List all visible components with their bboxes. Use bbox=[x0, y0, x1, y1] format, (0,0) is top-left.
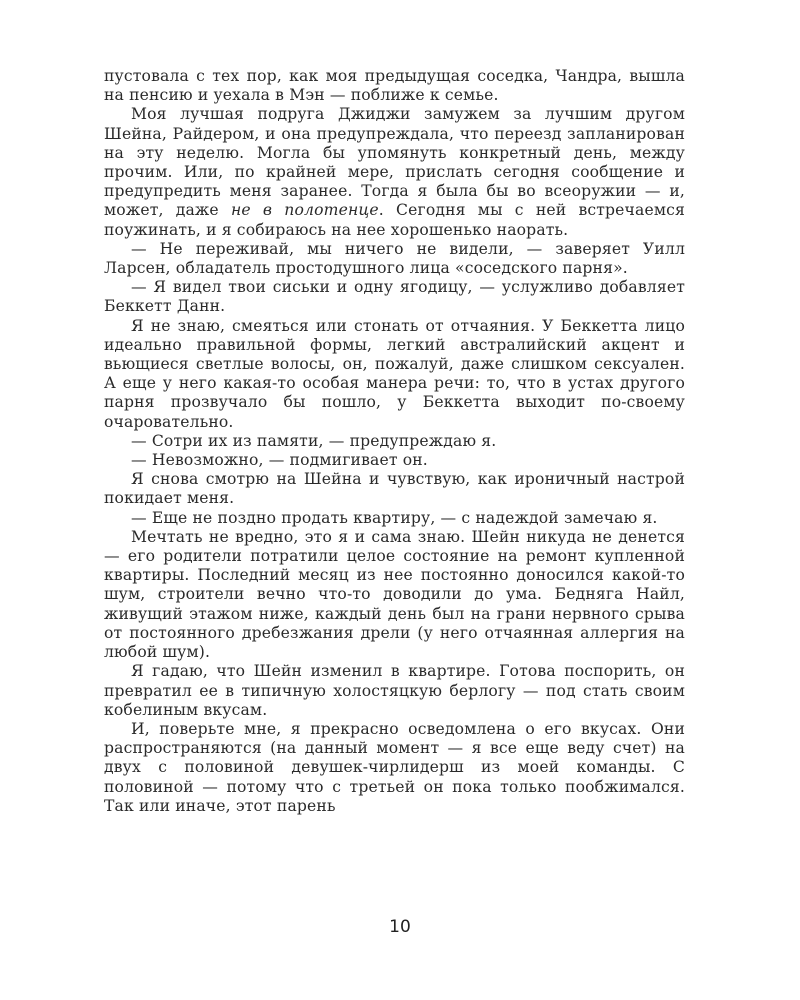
page-body bbox=[104, 67, 685, 816]
paragraph-7: — Невозможно, — подмигивает он. bbox=[131, 451, 428, 470]
paragraph-2-text: Моя лучшая подруга Джиджи замужем за лучшим другом Шейна, Райдером, и она предупреждала, что переезд запланирован на эту неделю. Могла бы упомянуть конкретный день, между прочим. Или, по крайней мере, прислать сегодня сообщение и предупредить меня заранее. Тогда я была бы во всеоружии — и, может, даже bbox=[104, 105, 685, 220]
paragraph-2-italic: не в полотенце bbox=[230, 201, 379, 220]
paragraph-1: пустовала с тех пор, как моя предыдущая соседка, Чандра, вышла на пенсию и уехала в Мэн — поближе к семье. bbox=[104, 67, 685, 105]
paragraph-5: Я не знаю, смеяться или стонать от отчаяния. У Беккетта лицо идеально правильной формы, легкий австралийский акцент и вьющиеся светлые волосы, он, пожалуй, даже слишком сексуален. А еще у него какая-то особая манера речи: то, что в устах другого парня прозвучало бы пошло, у Беккетта выходит по-своему очаровательно. bbox=[104, 316, 685, 431]
paragraph-2-text-end: . Сегодня мы с ней встречаемся поужинать, и я собираюсь на нее хорошенько наорать. bbox=[104, 201, 685, 239]
paragraph-12: И, поверьте мне, я прекрасно осведомлена о его вкусах. Они распространяются (на данный момент — я все еще веду счет) на двух с половиной девушек-чирлидерш из моей команды. С половиной — потому что с третьей он пока только пообжимался. Так или иначе, этот парень bbox=[104, 719, 685, 815]
paragraph-11: Я гадаю, что Шейн изменил в квартире. Готова поспорить, он превратил ее в типичную холостяцкую берлогу — под стать своим кобелиным вкусам. bbox=[104, 662, 685, 719]
paragraph-6: — Сотри их из памяти, — предупреждаю я. bbox=[131, 431, 497, 450]
paragraph-3: — Не переживай, мы ничего не видели, — заверяет Уилл Ларсен, обладатель простодушного лица «соседского парня». bbox=[104, 239, 685, 278]
paragraph-9: — Еще не поздно продать квартиру, — с надеждой замечаю я. bbox=[131, 508, 658, 527]
paragraph-4: — Я видел твои сиськи и одну ягодицу, — услужливо добавляет Беккетт Данн. bbox=[104, 278, 685, 316]
paragraph-2 bbox=[104, 105, 685, 239]
paragraph-10: Мечтать не вредно, это я и сама знаю. Шейн никуда не денется — его родители потратили целое состояние на ремонт купленной квартиры. Последний месяц из нее постоянно доносился какой-то шум, строители вечно что-то доводили до ума. Бедняга Найл, живущий этажом ниже, каждый день был на грани нервного срыва от постоянного дребезжания дрели (у него отчаянная аллергия на любой шум). bbox=[104, 527, 685, 662]
paragraph-8: Я снова смотрю на Шейна и чувствую, как ироничный настрой покидает меня. bbox=[104, 470, 685, 508]
page-number: 10 bbox=[389, 917, 411, 937]
